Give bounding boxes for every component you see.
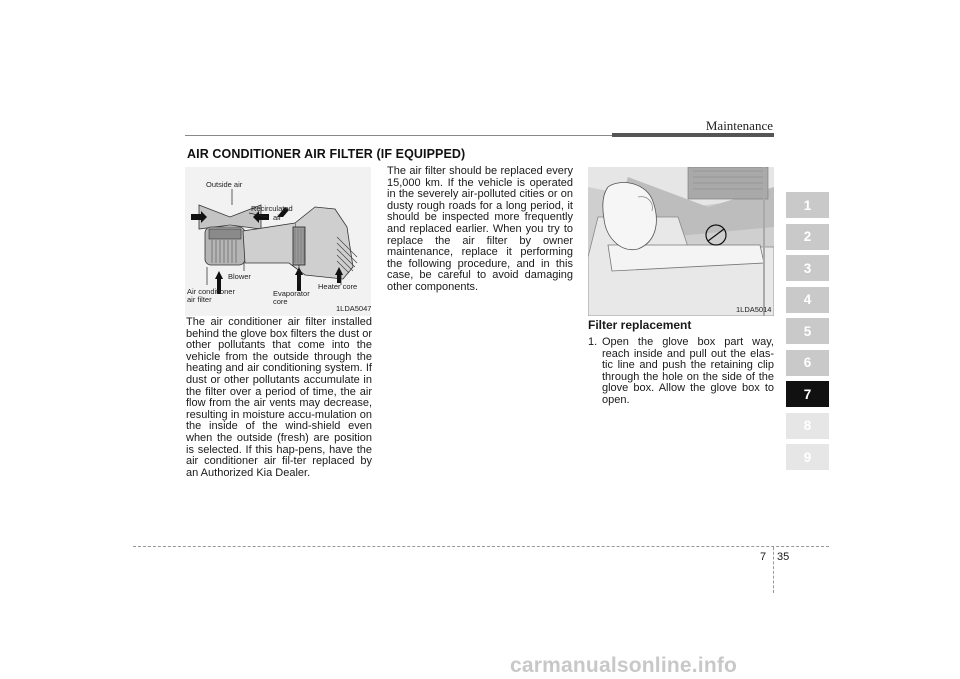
page-chapter-number: 7 bbox=[760, 551, 767, 563]
chapter-tab-2[interactable] bbox=[786, 224, 829, 250]
paragraph-replacement-interval: The air filter should be replaced every 15,000 km. If the vehicle is operated in the severely air-polluted cities or on dusty rough roads for a long period, it should be inspected more frequently and replaced earlier. When you try to replace the air filter by owner maintenance, replace it performing the following procedure, and in this case, be careful to avoid damaging other components. bbox=[387, 165, 573, 293]
chapter-tab-8[interactable] bbox=[786, 413, 829, 439]
label-heater-core: Heater core bbox=[318, 282, 358, 291]
chapter-tab-label: 9 bbox=[803, 449, 812, 465]
chapter-tab-label: 2 bbox=[803, 229, 812, 244]
watermark: carmanualsonline.info bbox=[510, 654, 738, 677]
label-evaporator-line1: Evaporator bbox=[273, 289, 310, 298]
glove-box-photo bbox=[588, 167, 774, 316]
chapter-tab-6[interactable] bbox=[786, 350, 829, 376]
chapter-tab-label: 6 bbox=[803, 355, 812, 370]
step-1-number: 1. bbox=[588, 336, 598, 348]
step-1 bbox=[588, 337, 774, 407]
chapter-tab-7-active[interactable] bbox=[786, 381, 829, 407]
chapter-tab-label: 4 bbox=[803, 292, 812, 307]
footer-rule bbox=[133, 546, 829, 547]
chapter-tab-label: 1 bbox=[803, 197, 812, 213]
chapter-tab-label: 8 bbox=[803, 418, 812, 433]
page-number: 35 bbox=[777, 551, 790, 563]
label-blower: Blower bbox=[228, 272, 251, 281]
chapter-tabs bbox=[786, 192, 829, 476]
step-1-text: Open the glove box part way, reach inside and pull out the elas-tic line and push the retaining clip through the hole on the side of the glove box. Allow the glove box to open. bbox=[602, 336, 774, 406]
section-title: AIR CONDITIONER AIR FILTER (IF EQUIPPED) bbox=[187, 147, 466, 161]
label-filter-line2: air filter bbox=[187, 295, 212, 304]
figure1-code: 1LDA5047 bbox=[336, 304, 372, 313]
subsection-title: Filter replacement bbox=[588, 318, 692, 332]
header-title: Maintenance bbox=[705, 118, 773, 133]
chapter-tab-label: 3 bbox=[803, 260, 812, 276]
figure2-code: 1LDA5014 bbox=[736, 305, 772, 314]
chapter-tab-1[interactable] bbox=[786, 192, 829, 218]
hvac-airflow-diagram bbox=[185, 167, 371, 316]
label-recirculated-air-line2: air bbox=[273, 213, 282, 222]
chapter-tab-3[interactable] bbox=[786, 255, 829, 281]
label-evaporator-line2: core bbox=[273, 297, 288, 306]
header-accent-bar bbox=[612, 133, 774, 137]
chapter-tab-5[interactable] bbox=[786, 318, 829, 344]
chapter-tab-9[interactable] bbox=[786, 444, 829, 470]
chapter-tab-4[interactable] bbox=[786, 287, 829, 313]
chapter-tab-label: 7 bbox=[803, 386, 812, 402]
footer-divider bbox=[773, 547, 774, 593]
paragraph-filter-description: The air conditioner air filter installed behind the glove box filters the dust or other pollutants that come into the vehicle from the outside through the heating and air conditioning system. If dust or other pollutants accumulate in the filter over a period of time, the air flow from the air vents may decrease, resulting in moisture accu-mulation on the inside of the wind-shield even when the outside (fresh) are position is selected. If this hap-pens, have the air conditioner air fil-ter replaced by an Authorized Kia Dealer. bbox=[186, 316, 372, 479]
label-recirculated-air-line1: Recirculated bbox=[251, 204, 293, 213]
chapter-tab-label: 5 bbox=[803, 323, 812, 339]
label-outside-air: Outside air bbox=[206, 180, 243, 189]
glove-box-illustration bbox=[588, 167, 774, 316]
label-filter-line1: Air conditioner bbox=[187, 287, 235, 296]
